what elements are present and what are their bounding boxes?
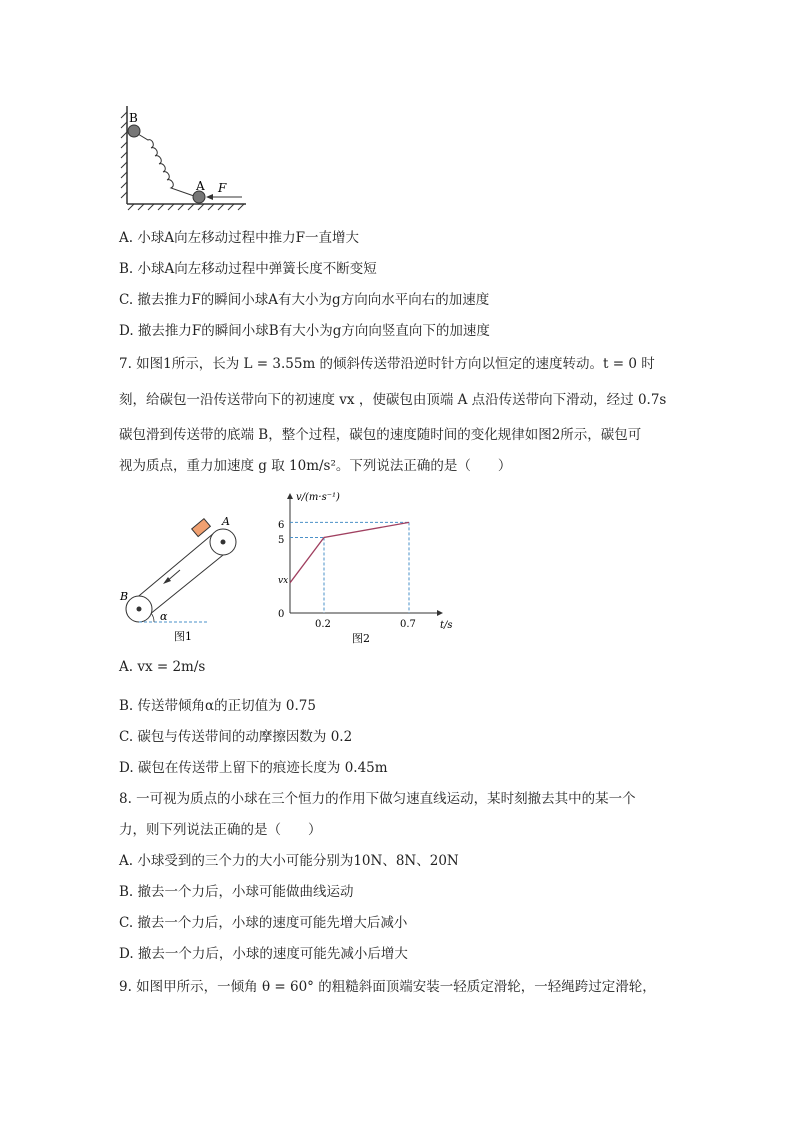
q7-line-2: 刻，给碳包一沿传送带向下的初速度 vx ，使碳包由顶端 A 点沿传送带向下滑动，经过 0.7s [119, 392, 667, 408]
label-f: F [218, 181, 227, 195]
x-axis-label: t/s [440, 620, 453, 631]
y-tick-0: 0 [278, 609, 285, 620]
q6-option-b: B. 小球A向左移动过程中弹簧长度不断变短 [119, 261, 377, 277]
label-pulley-b: B [120, 590, 129, 603]
y-tick-5: 5 [278, 535, 285, 546]
q8-option-c: C. 撤去一个力后，小球的速度可能先增大后减小 [119, 915, 408, 931]
x-tick-0-7: 0.7 [400, 619, 416, 630]
q7-option-a: A. vx = 2m/s [119, 659, 206, 675]
conveyor-figure [116, 512, 251, 647]
q8-line-1: 8. 一可视为质点的小球在三个恒力的作用下做匀速直线运动，某时刻撤去其中的某一个 [119, 791, 636, 807]
spring-ball-figure [118, 104, 253, 214]
q8-line-2: 力，则下列说法正确的是（ ） [119, 822, 322, 838]
q8-option-a: A. 小球受到的三个力的大小可能分别为10N、8N、20N [119, 853, 459, 869]
q7-option-d: D. 碳包在传送带上留下的痕迹长度为 0.45m [119, 760, 388, 776]
fig2-caption: 图2 [352, 632, 370, 645]
ball-b [128, 125, 140, 137]
label-alpha: α [160, 610, 168, 623]
x-tick-0-2: 0.2 [315, 619, 331, 630]
q6-option-d: D. 撤去推力F的瞬间小球B有大小为g方向向竖直向下的加速度 [119, 323, 490, 339]
q7-option-c: C. 碳包与传送带间的动摩擦因数为 0.2 [119, 729, 353, 745]
spring [138, 134, 194, 196]
y-axis-label: v/(m·s⁻¹) [296, 492, 340, 503]
fig1-caption: 图1 [174, 630, 192, 643]
q7-line-1: 7. 如图1所示，长为 L = 3.55m 的倾斜传送带沿逆时针方向以恒定的速度转动。t = 0 时 [119, 356, 655, 372]
q8-option-b: B. 撤去一个力后，小球可能做曲线运动 [119, 884, 354, 900]
q6-option-c: C. 撤去推力F的瞬间小球A有大小为g方向向水平向右的加速度 [119, 292, 490, 308]
q8-option-d: D. 撤去一个力后，小球的速度可能先减小后增大 [119, 946, 408, 962]
q7-line-4: 视为质点，重力加速度 g 取 10m/s²。下列说法正确的是（ ） [119, 458, 512, 474]
q9-line-1: 9. 如图甲所示，一倾角 θ = 60° 的粗糙斜面顶端安装一轻质定滑轮，一轻绳跨过定滑轮， [119, 979, 656, 995]
vt-chart [270, 486, 460, 648]
vt-series-line [290, 522, 409, 582]
q7-option-b: B. 传送带倾角α的正切值为 0.75 [119, 698, 316, 714]
label-a: A [196, 179, 205, 193]
y-tick-6: 6 [278, 520, 285, 531]
q7-line-3: 碳包滑到传送带的底端 B，整个过程，碳包的速度随时间的变化规律如图2所示，碳包可 [119, 427, 642, 443]
y-tick-vx: vx [278, 576, 289, 586]
label-pulley-a: A [222, 515, 230, 528]
label-b: B [129, 111, 138, 125]
q6-option-a: A. 小球A向左移动过程中推力F一直增大 [119, 230, 359, 246]
